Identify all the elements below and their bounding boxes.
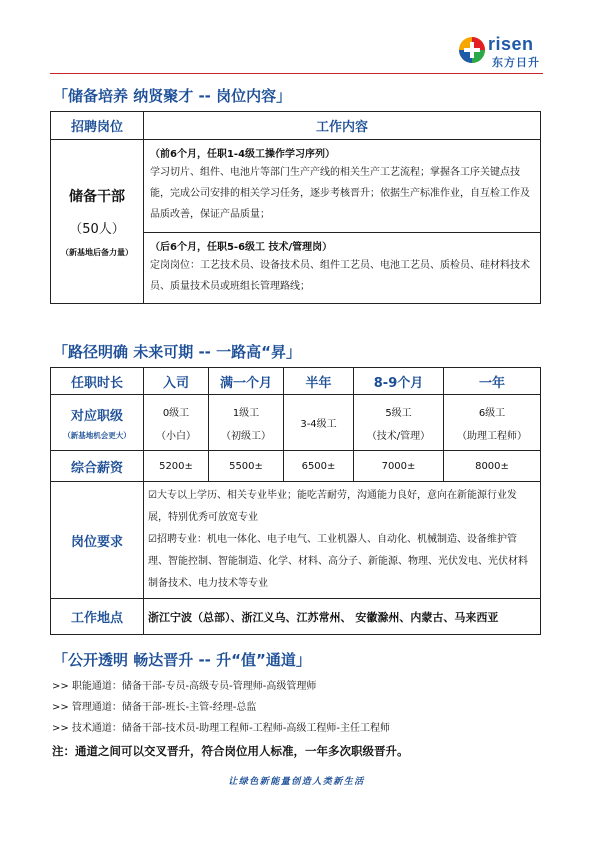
salary-cell: 7000±	[354, 451, 444, 482]
level-main: 5级工	[385, 407, 412, 419]
logo-wordmark: risen	[488, 34, 534, 54]
level-sub: （技术/管理）	[366, 430, 431, 442]
content-block-2	[144, 233, 541, 304]
block2-body: 定岗岗位：工艺技术员、设备技术员、组件工艺员、电池工艺员、质检员、硅材料技术员、质量技术员或班组长管理路线；	[150, 260, 530, 292]
tenure-header: 任职时长	[51, 368, 144, 395]
requirements-cell	[144, 482, 541, 599]
level-cell-3	[354, 395, 444, 451]
role-note: （新基地后备力量）	[61, 247, 133, 257]
block1-title: （前6个月，任职1-4级工操作学习序列）	[150, 149, 336, 160]
level-cell-1	[209, 395, 284, 451]
role-cell	[51, 140, 144, 304]
career-path-table	[50, 367, 541, 635]
salary-cell: 6500±	[284, 451, 354, 482]
salary-header: 综合薪资	[51, 451, 144, 482]
level-sub: （助理工程师）	[457, 430, 527, 442]
top-divider	[50, 73, 543, 74]
tenure-col-0: 入司	[144, 368, 209, 395]
salary-cell: 5500±	[209, 451, 284, 482]
tenure-col-4: 一年	[444, 368, 541, 395]
tenure-col-3: 8-9个月	[354, 368, 444, 395]
location-list: 浙江宁波（总部）、浙江义乌、江苏常州、 安徽滁州、内蒙古、马来西亚	[144, 599, 541, 635]
path-management: >> 管理通道：储备干部-班长-主管-经理-总监	[52, 702, 257, 713]
role-count: （50人）	[69, 221, 125, 237]
level-sub: （小白）	[156, 430, 196, 442]
position-content-table	[50, 111, 541, 304]
company-logo	[458, 34, 548, 68]
section3-title: 「公开透明 畅达晋升 -- 升“值”通道」	[53, 651, 311, 669]
section1-title: 「储备培养 纳贤聚才 -- 岗位内容」	[53, 87, 292, 105]
path-functional: >> 职能通道：储备干部-专员-高级专员-管理师-高级管理师	[52, 681, 317, 692]
logo-chinese-name: 东方日升	[492, 56, 540, 69]
level-sub: （初级工）	[221, 430, 271, 442]
level-main: 1级工	[232, 407, 260, 419]
tenure-col-2: 半年	[284, 368, 354, 395]
salary-cell: 8000±	[444, 451, 541, 482]
level-cell-4	[444, 395, 541, 451]
level-main: 0级工	[162, 407, 190, 419]
level-header: 对应职级	[70, 408, 123, 424]
section2-title: 「路径明确 未来可期 -- 一路高“昇」	[53, 343, 301, 361]
requirements-header: 岗位要求	[51, 482, 144, 599]
location-header: 工作地点	[51, 599, 144, 635]
header-role: 招聘岗位	[51, 112, 144, 140]
level-main: 3-4级工	[300, 419, 337, 430]
block1-body: 学习切片、组件、电池片等部门生产产线的相关生产工艺流程；掌握各工序关键点技能，完成公司安排的相关学习任务，逐步考核晋升；依据生产标准作业，自互检工作及品质改善，保证产品质量；	[150, 167, 530, 220]
sun-logo-icon	[458, 36, 486, 64]
tenure-col-1: 满一个月	[209, 368, 284, 395]
level-header-cell	[51, 395, 144, 451]
path-technical: >> 技术通道：储备干部-技术员-助理工程师-工程师-高级工程师-主任工程师	[52, 723, 390, 734]
salary-cell: 5200±	[144, 451, 209, 482]
promotion-note: 注：通道之间可以交叉晋升，符合岗位用人标准，一年多次职级晋升。	[52, 744, 409, 758]
level-main: 6级工	[478, 407, 506, 419]
level-cell-0	[144, 395, 209, 451]
block2-title: （后6个月，任职5-6级工 技术/管理岗）	[150, 242, 333, 253]
level-note: （新基地机会更大）	[63, 430, 131, 440]
requirement-1: ☑大专以上学历、相关专业毕业；能吃苦耐劳，沟通能力良好，意向在新能源行业发展，特别优秀可放宽专业	[148, 490, 517, 523]
requirement-2: ☑招聘专业：机电一体化、电子电气、工业机器人、自动化、机械制造、设备维护管理、智能控制、智能制造、化学、材料、高分子、新能源、物理、光伏发电、光伏材料制备技术、电力技术等专业	[148, 534, 528, 589]
level-cell-2	[284, 395, 354, 451]
content-block-1	[144, 140, 541, 233]
header-content: 工作内容	[144, 112, 541, 140]
role-title: 储备干部	[69, 188, 125, 205]
company-slogan: 让绿色新能量创造人类新生活	[228, 777, 365, 787]
